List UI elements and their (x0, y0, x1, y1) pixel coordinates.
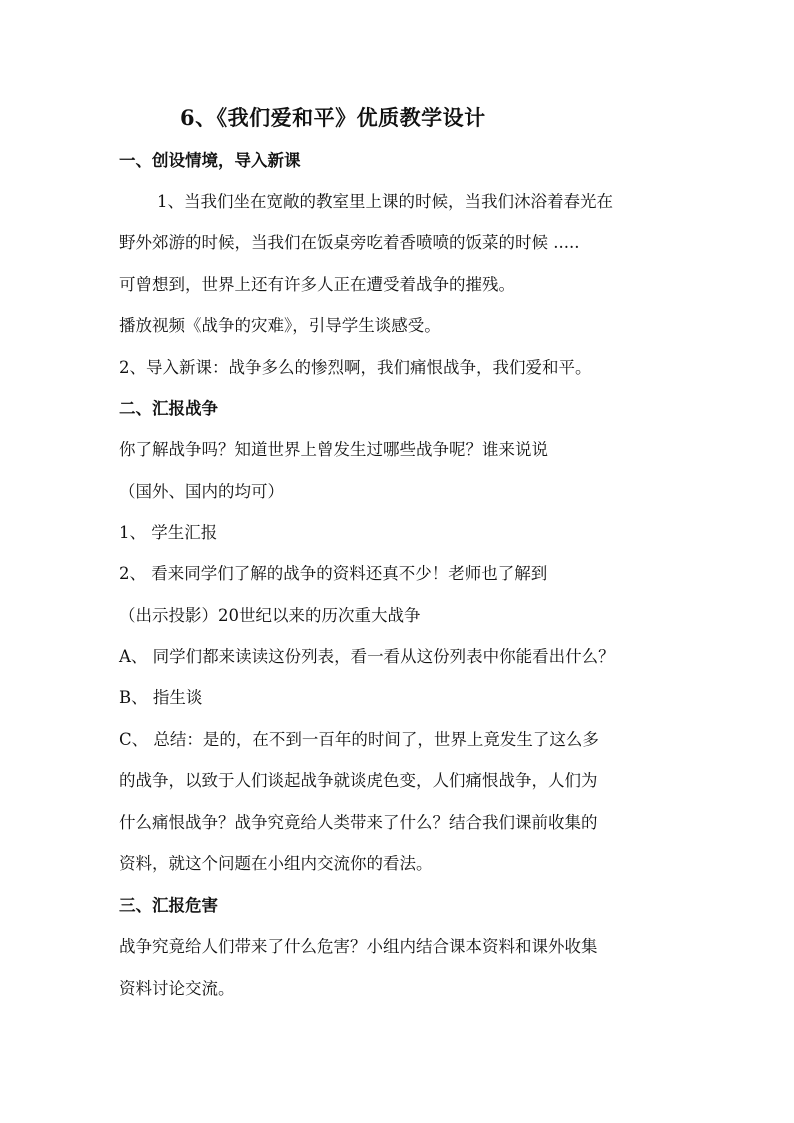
paragraph-line: 的战争，以致于人们谈起战争就谈虎色变，人们痛恨战争，人们为 (119, 771, 598, 790)
paragraph-line: 可曾想到，世界上还有许多人正在遭受着战争的摧残。 (119, 275, 515, 294)
paragraph-line: 1、当我们坐在宽敞的教室里上课的时候，当我们沐浴着春光在 (157, 192, 613, 211)
list-item: 2、 看来同学们了解的战争的资料还真不少！老师也了解到 (119, 564, 548, 583)
paragraph-line: 什么痛恨战争？战争究竟给人类带来了什么？结合我们课前收集的 (119, 813, 598, 832)
paragraph-line: 资料讨论交流。 (119, 979, 235, 998)
list-item: 1、 学生汇报 (119, 523, 218, 542)
paragraph-line: （国外、国内的均可） (119, 482, 284, 501)
section-heading-1: 一、创设情境，导入新课 (119, 151, 301, 170)
paragraph-line: 2、导入新课：战争多么的惨烈啊，我们痛恨战争，我们爱和平。 (119, 358, 592, 377)
paragraph-line: 播放视频《战争的灾难》，引导学生谈感受。 (119, 316, 441, 335)
paragraph-line: 你了解战争吗？知道世界上曾发生过哪些战争呢？谁来说说 (119, 440, 548, 459)
paragraph-line: 资料，就这个问题在小组内交流你的看法。 (119, 854, 433, 873)
paragraph-line: （出示投影）20世纪以来的历次重大战争 (119, 606, 421, 625)
document-title: 6、《我们爱和平》优质教学设计 (180, 105, 486, 130)
paragraph-line: 战争究竟给人们带来了什么危害？小组内结合课本资料和课外收集 (119, 937, 598, 956)
paragraph-line: 野外郊游的时候，当我们在饭桌旁吃着香喷喷的饭菜的时候 ..... (119, 233, 580, 252)
section-heading-2: 二、汇报战争 (119, 399, 218, 418)
list-item: C、 总结：是的，在不到一百年的时间了，世界上竟发生了这么多 (119, 730, 599, 749)
list-item: A、 同学们都来读读这份列表，看一看从这份列表中你能看出什么？ (119, 647, 615, 666)
section-heading-3: 三、汇报危害 (119, 896, 218, 915)
list-item: B、 指生谈 (119, 688, 203, 707)
